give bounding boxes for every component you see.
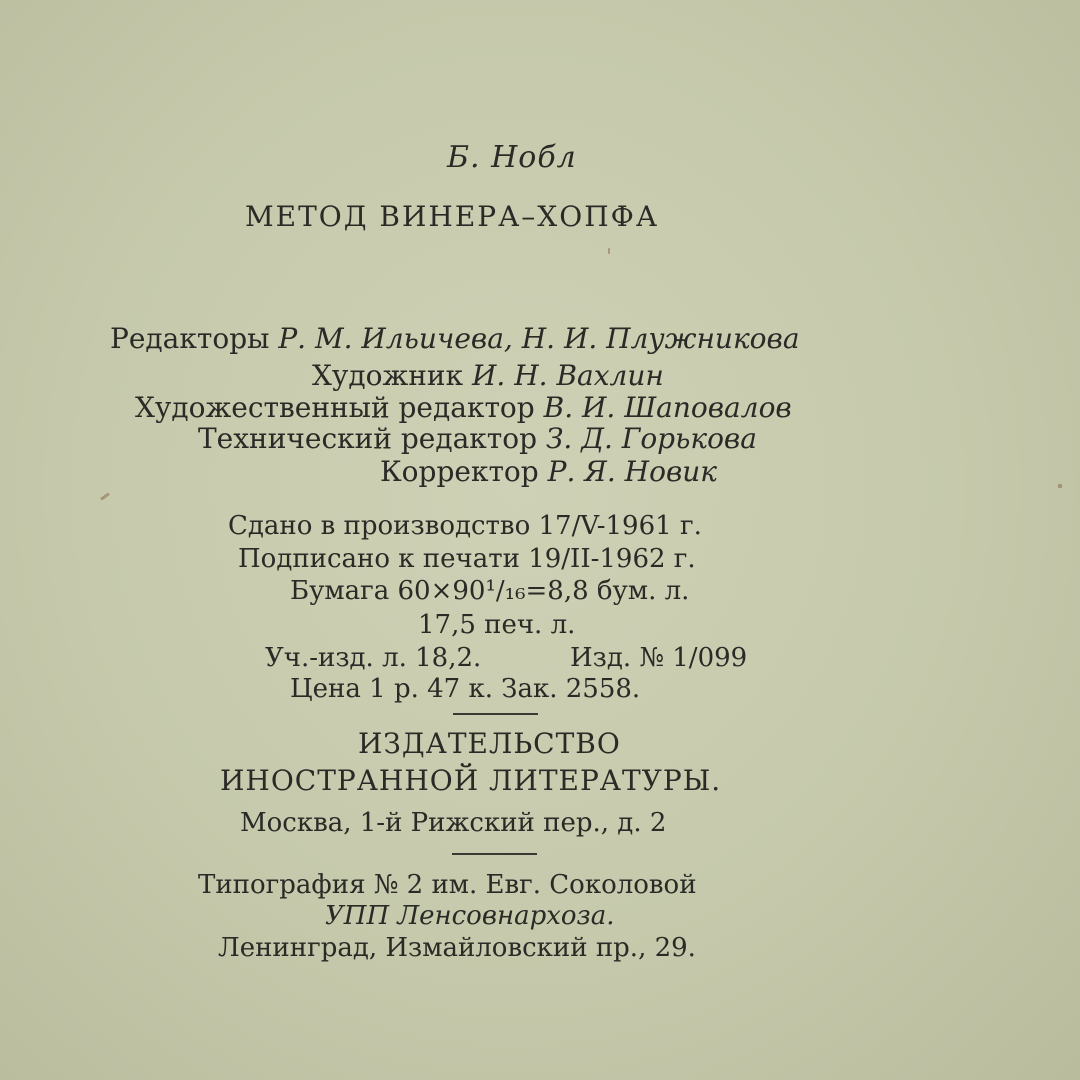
credit-role: Художественный редактор <box>135 391 535 424</box>
publisher-line-1: ИЗДАТЕЛЬСТВО <box>358 727 621 760</box>
credit-names: Р. Я. Новик <box>547 455 718 488</box>
production-signed: Подписано к печати 19/II-1962 г. <box>238 544 696 574</box>
credit-role: Технический редактор <box>198 422 538 455</box>
publisher-address: Москва, 1-й Рижский пер., д. 2 <box>240 808 667 838</box>
production-publication-number: Изд. № 1/099 <box>570 643 748 673</box>
production-edition-sheets: Уч.-изд. л. 18,2. <box>265 643 482 673</box>
paper-speck <box>100 492 110 500</box>
credit-editors <box>110 322 800 355</box>
printer-line-2: УПП Ленсовнархоза. <box>325 901 615 931</box>
publisher-line-2: ИНОСТРАННОЙ ЛИТЕРАТУРЫ. <box>220 764 722 797</box>
paper-speck <box>1058 484 1062 488</box>
credit-names: И. Н. Вахлин <box>472 359 664 392</box>
credit-artist <box>312 359 664 392</box>
author-name: Б. Нобл <box>447 140 577 175</box>
credit-names: Р. М. Ильичева, Н. И. Плужникова <box>278 322 800 355</box>
book-title: МЕТОД ВИНЕРА–ХОПФА <box>245 200 660 233</box>
printer-line-1: Типография № 2 им. Евг. Соколовой <box>198 870 697 900</box>
credit-role: Корректор <box>380 455 539 488</box>
divider <box>452 853 537 855</box>
credit-tech-editor <box>198 422 757 455</box>
production-paper: Бумага 60×90¹/₁₆=8,8 бум. л. <box>290 576 690 606</box>
production-sheets: 17,5 печ. л. <box>418 610 576 640</box>
paper-speck <box>608 248 610 254</box>
credit-role: Редакторы <box>110 322 270 355</box>
production-price-order: Цена 1 р. 47 к. Зак. 2558. <box>290 674 641 704</box>
credit-art-editor <box>135 391 792 424</box>
credit-role: Художник <box>312 359 464 392</box>
production-submitted: Сдано в производство 17/V-1961 г. <box>228 511 702 541</box>
divider <box>453 713 538 715</box>
credit-names: В. И. Шаповалов <box>543 391 792 424</box>
credit-proofreader <box>380 455 718 488</box>
credit-names: З. Д. Горькова <box>545 422 757 455</box>
printer-line-3: Ленинград, Измайловский пр., 29. <box>218 933 696 963</box>
